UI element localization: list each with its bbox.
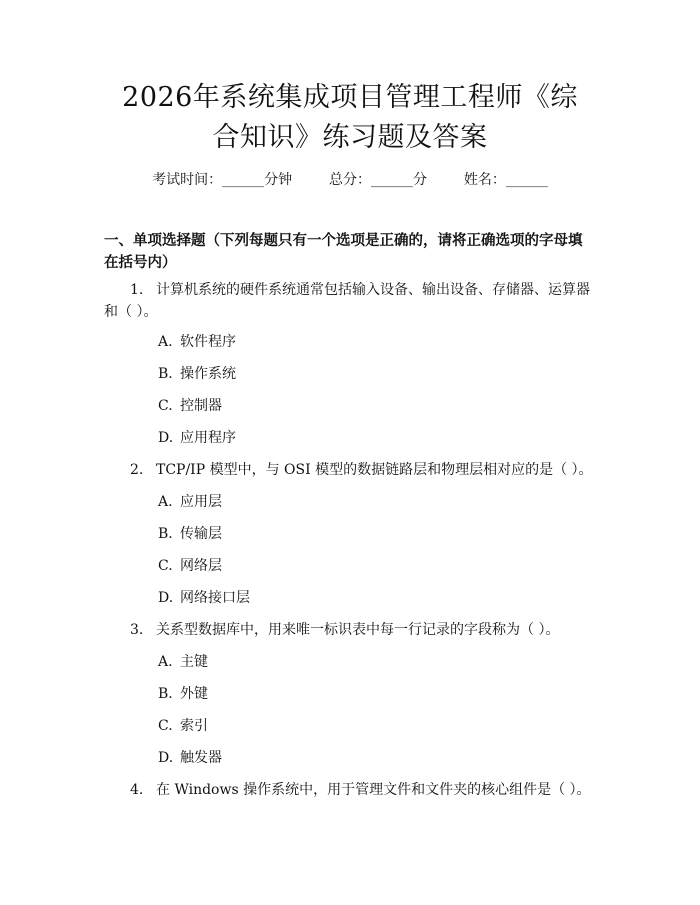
question-3-option-b	[158, 684, 208, 704]
question-1-option-c	[158, 396, 222, 416]
question-3	[104, 619, 596, 641]
question-number: 2.	[130, 462, 144, 478]
option-text: 外键	[180, 686, 208, 702]
question-text: 在 Windows 操作系统中，用于管理文件和文件夹的核心组件是（ ）。	[156, 782, 591, 798]
total-score-field: 总分：______分	[329, 172, 427, 188]
question-number: 4.	[130, 782, 144, 798]
option-letter: B.	[158, 686, 173, 702]
option-text: 控制器	[180, 398, 222, 414]
question-3-option-c	[158, 716, 208, 736]
option-text: 网络接口层	[180, 590, 250, 606]
option-text: 应用层	[180, 494, 222, 510]
option-letter: B.	[158, 366, 173, 382]
option-text: 索引	[180, 718, 208, 734]
question-text: 计算机系统的硬件系统通常包括输入设备、输出设备、存储器、运算器和（ ）。	[104, 282, 590, 320]
question-4	[104, 779, 596, 801]
option-letter: C.	[158, 558, 173, 574]
option-letter: D.	[158, 750, 174, 766]
question-3-option-d	[158, 748, 222, 768]
question-2-option-a	[158, 492, 222, 512]
option-letter: C.	[158, 398, 173, 414]
question-2-option-d	[158, 588, 250, 608]
option-text: 触发器	[180, 750, 222, 766]
question-text: 关系型数据库中，用来唯一标识表中每一行记录的字段称为（ ）。	[156, 622, 560, 638]
question-1-option-a	[158, 332, 236, 352]
exam-meta-line	[0, 169, 700, 189]
name-field: 姓名：______	[463, 172, 548, 188]
option-text: 软件程序	[180, 334, 236, 350]
question-2-option-b	[158, 524, 222, 544]
option-letter: A.	[158, 654, 173, 670]
question-3-option-a	[158, 652, 208, 672]
option-letter: D.	[158, 430, 174, 446]
option-letter: C.	[158, 718, 173, 734]
option-text: 应用程序	[180, 430, 236, 446]
document-title: 2026年系统集成项目管理工程师《综合知识》练习题及答案	[122, 82, 578, 153]
question-2	[104, 459, 596, 481]
option-letter: B.	[158, 526, 173, 542]
question-1	[104, 279, 596, 323]
question-text: TCP/IP 模型中，与 OSI 模型的数据链路层和物理层相对应的是（ ）。	[156, 462, 593, 478]
option-text: 主键	[180, 654, 208, 670]
question-number: 1.	[130, 282, 144, 298]
option-letter: A.	[158, 494, 173, 510]
question-1-option-d	[158, 428, 236, 448]
question-1-option-b	[158, 364, 236, 384]
question-number: 3.	[130, 622, 144, 638]
option-text: 网络层	[180, 558, 222, 574]
question-2-option-c	[158, 556, 222, 576]
option-letter: A.	[158, 334, 173, 350]
option-letter: D.	[158, 590, 174, 606]
option-text: 传输层	[180, 526, 222, 542]
option-text: 操作系统	[180, 366, 236, 382]
section-heading: 一、单项选择题（下列每题只有一个选项是正确的，请将正确选项的字母填在括号内）	[104, 233, 583, 271]
exam-time-field: 考试时间：______分钟	[152, 172, 293, 188]
